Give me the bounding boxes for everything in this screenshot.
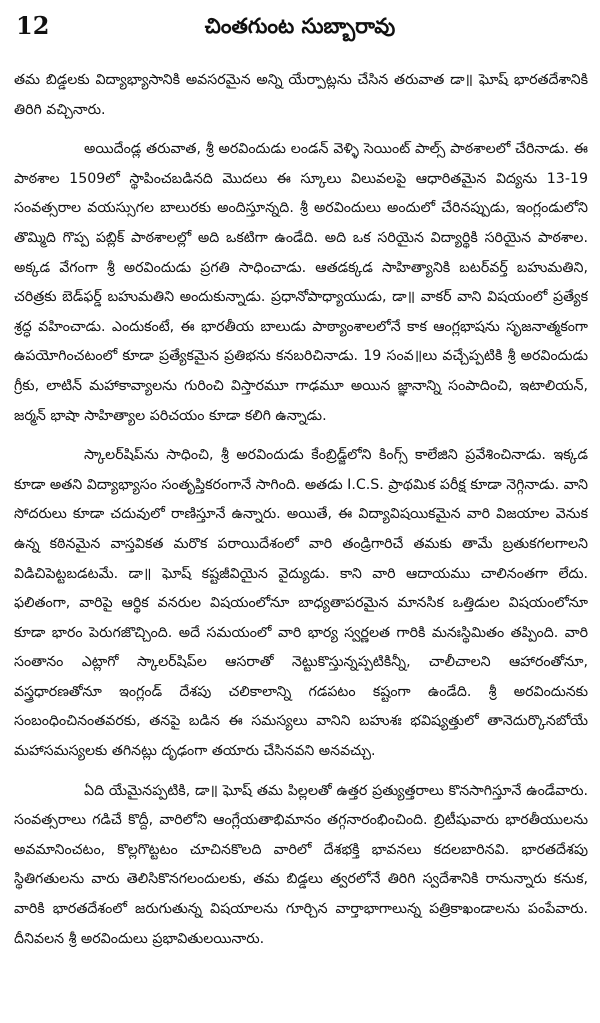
paragraph-3: స్కాలర్‌షిప్‌ను సాధించి, శ్రీ అరవిందుడు కేంబ్రిడ్జ్‌లోని కింగ్స్ కాలేజిని ప్రవేశించినాడు. ఇక్కడ కూడా అతని విద్యాభ్యాసం సంతృప్తికరంగానే సాగింది. అతడు I.C.S. ప్రాథమిక పరీక్ష కూడా నెగ్గినాడు. వాని సోదరులు కూడా చదువులో రాణిస్తూనే ఉన్నారు. అయితే, ఈ విద్యావిషయికమైన వారి విజయాల వెనుక ఉన్న కఠినమైన వాస్తవికత మరొక పరాయిదేశంలో వారి తండ్రిగారిచే తమకు తామే బ్రతుకగలగాలని విడిచిపెట్టబడటమే. డా॥ ఘోష్ కష్టజీవియైన వైద్యుడు. కాని వారి ఆదాయము చాలినంతగా లేదు. ఫలితంగా, వారిపై ఆర్థిక వనరుల విషయంలోనూ బాధ్యతాపరమైన మానసిక ఒత్తిడుల విషయంలోనూ కూడా భారం పెరుగజొచ్చింది. అదే సమయంలో వారి భార్య స్వర్ణలత గారికి మనఃస్థిమితం తప్పింది. వారి సంతానం ఎట్లాగో స్కాలర్‌షిప్‌ల ఆసరాతో నెట్టుకొస్తున్నప్పటికిన్నీ, చాలీచాలని ఆహారంతోనూ, వస్త్రధారణతోనూ ఇంగ్లండ్ దేశపు చలికాలాన్ని గడపటం కష్టంగా ఉండేది. శ్రీ అరవిందునకు సంబంధించినంతవరకు, తనపై బడిన ఈ సమస్యలు వానిని బహుశః భవిష్యత్తులో తానెదుర్కొనబోయే మహాసమస్యలకు తగినట్లు దృఢంగా తయారు చేసినవని అనవచ్చు. [14,447,588,760]
page-number: 12 [16,11,50,40]
paragraph-2: అయిదేండ్ల తరువాత, శ్రీ అరవిందుడు లండన్ వెళ్ళి సెయింట్ పాల్స్ పాఠశాలలో చేరినాడు. ఈ పాఠశాల 1509లో స్థాపించబడినది మొదలు ఈ స్కూలు విలువలపై ఆధారితమైన విద్యను 13-19 సంవత్సరాల వయస్సుగల బాలురకు అందిస్తూన్నది. శ్రీ అరవిందులు అందులో చేరినప్పుడు, ఇంగ్లండులోని తొమ్మిది గొప్ప పబ్లిక్ పాఠశాలల్లో అది ఒకటిగా ఉండేది. అది ఒక సరియైన విద్యార్థికి సరియైన పాఠశాల. అక్కడ వేగంగా శ్రీ అరవిందుడు ప్రగతి సాధించాడు. ఆతడక్కడ సాహిత్యానికి బటర్‌వర్త్ బహుమతిని, చరిత్రకు బెడ్‌ఫర్డ్ బహుమతిని అందుకున్నాడు. ప్రధానోపాధ్యాయుడు, డా॥ వాకర్ వాని విషయంలో ప్రత్యేక శ్రద్ధ వహించాడు. ఎందుకంటే, ఈ భారతీయ బాలుడు పాఠ్యాంశాలలోనే కాక ఆంగ్లభాషను సృజనాత్మకంగా ఉపయోగించటంలో కూడా ప్రత్యేకమైన ప్రతిభను కనబరిచినాడు. 19 సంవ॥లు వచ్చేప్పటికి శ్రీ అరవిందుడు గ్రీకు, లాటిన్ మహాకావ్యాలను గురించి విస్తారమూ గాఢమూ అయిన జ్ఞానాన్ని సంపాదించి, ఇటాలియన్, జర్మన్ భాషా సాహిత్యాల పరిచయం కూడా కలిగి ఉన్నాడు. [14,141,588,424]
page-header [14,10,586,56]
body-text [14,66,588,1023]
paragraph-1: తమ బిడ్డలకు విద్యాభ్యాసానికి అవసరమైన అన్ని యేర్పాట్లను చేసిన తరువాత డా॥ ఘోష్ భారతదేశానికి తిరిగి వచ్చినారు. [14,72,588,118]
paragraph-4: ఏది యేమైనప్పటికి, డా॥ ఘోష్ తమ పిల్లలతో ఉత్తర ప్రత్యుత్తరాలు కొనసాగిస్తూనే ఉండేవారు. సంవత్సరాలు గడిచే కొద్దీ, వారిలోని ఆంగ్లేయతాభిమానం తగ్గనారంభించింది. బ్రిటీషువారు భారతీయులను అవమానించటం, కొల్లగొట్టటం చూచినకొలది వారిలో దేశభక్తి భావనలు కదలబారినవి. భారతదేశపు స్థితిగతులను వారు తెలిసికొనగలందులకు, తమ బిడ్డలు త్వరలోనే తిరిగి స్వదేశానికి రానున్నారు కనుక, వారికి భారతదేశంలో జరుగుతున్న విషయాలను గూర్చిన వార్తాభాగాలున్న పత్రికాఖండాలను పంపేవారు. దీనివలన శ్రీ అరవిందులు ప్రభావితులయినారు. [14,782,588,947]
running-title: చింతగుంట సుబ్బారావు [204,14,396,38]
